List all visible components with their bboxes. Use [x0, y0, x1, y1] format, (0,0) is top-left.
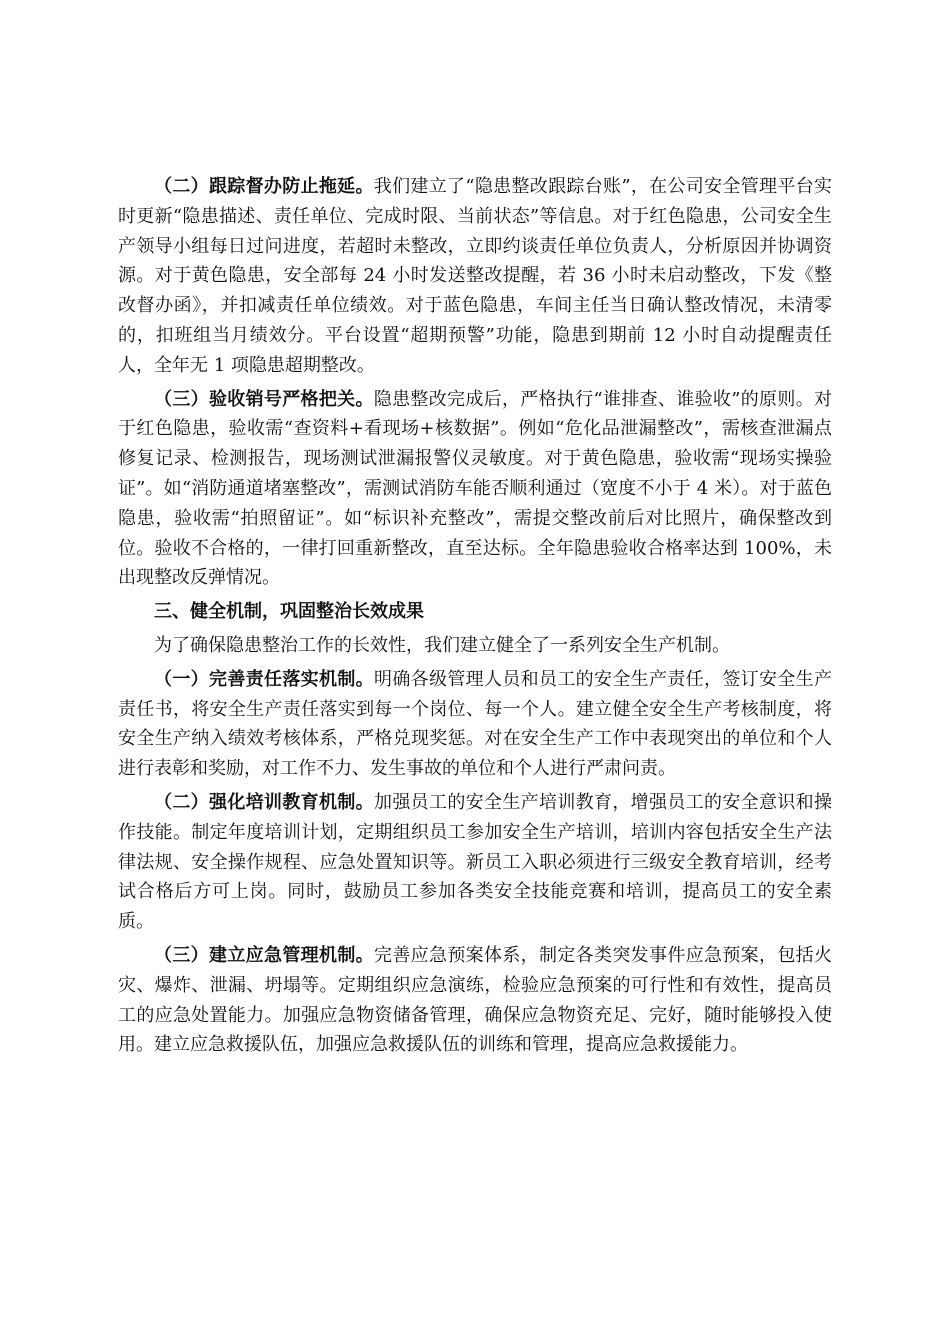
paragraph-responsibility-mechanism: [118, 665, 832, 784]
paragraph-lead: （三）建立应急管理机制。: [154, 944, 374, 966]
document-page: [118, 172, 832, 1064]
paragraph-body: 加强员工的安全生产培训教育，增强员工的安全意识和操作技能。制定年度培训计划，定期组织员工参加安全生产培训，培训内容包括安全生产法律法规、安全操作规程、应急处置知识等。新员工入职必须进行三级安全教育培训，经考试合格后方可上岗。同时，鼓励员工参加各类安全技能竞赛和培训，提高员工的安全素质。: [118, 791, 832, 933]
paragraph-lead: （三）验收销号严格把关。: [154, 388, 374, 410]
paragraph-body: 我们建立了“隐患整改跟踪台账”，在公司安全管理平台实时更新“隐患描述、责任单位、完成时限、当前状态”等信息。对于红色隐患，公司安全生产领导小组每日过问进度，若超时未整改，立即约谈责任单位负责人，分析原因并协调资源。对于黄色隐患，安全部每 24 小时发送整改提醒，若 36 小时未启动整改，下发《整改督办函》，并扣减责任单位绩效。对于蓝色隐患，车间主任当日确认整改情况，未清零的，扣班组当月绩效分。平台设置“超期预警”功能，隐患到期前 12 小时自动提醒责任人，全年无 1 项隐患超期整改。: [118, 176, 833, 376]
paragraph-lead: （二）强化培训教育机制。: [154, 791, 374, 813]
paragraph-body: 明确各级管理人员和员工的安全生产责任，签订安全生产责任书，将安全生产责任落实到每一个岗位、每一个人。建立健全安全生产考核制度，将安全生产纳入绩效考核体系，严格兑现奖惩。对在安全生产工作中表现突出的单位和个人进行表彰和奖励，对工作不力、发生事故的单位和个人进行严肃问责。: [118, 668, 832, 780]
paragraph-tracking-supervision: [118, 172, 832, 381]
paragraph-acceptance-check: [118, 385, 832, 594]
paragraph-emergency-mechanism: [118, 941, 832, 1060]
paragraph-training-mechanism: [118, 788, 832, 937]
paragraph-body: 隐患整改完成后，严格执行“谁排查、谁验收”的原则。对于红色隐患，验收需“查资料+看现场+核数据”。例如“危化品泄漏整改”，需核查泄漏点修复记录、检测报告，现场测试泄漏报警仪灵敏度。对于黄色隐患，验收需“现场实操验证”。如“消防通道堵塞整改”，需测试消防车能否顺利通过（宽度不小于 4 米）。对于蓝色隐患，验收需“拍照留证”。如“标识补充整改”，需提交整改前后对比照片，确保整改到位。验收不合格的，一律打回重新整改，直至达标。全年隐患验收合格率达到 100%，未出现整改反弹情况。: [118, 388, 833, 589]
section-heading: 三、健全机制，巩固整治长效成果: [154, 601, 424, 623]
paragraph-body: 完善应急预案体系，制定各类突发事件应急预案，包括火灾、爆炸、泄漏、坍塌等。定期组织应急演练，检验应急预案的可行性和有效性，提高员工的应急处置能力。加强应急物资储备管理，确保应急物资充足、完好，随时能够投入使用。建立应急救援队伍，加强应急救援队伍的训练和管理，提高应急救援能力。: [118, 944, 832, 1056]
paragraph-lead: （一）完善责任落实机制。: [154, 668, 374, 690]
section-intro: 为了确保隐患整治工作的长效性，我们建立健全了一系列安全生产机制。: [154, 634, 730, 656]
paragraph-lead: （二）跟踪督办防止拖延。: [154, 176, 374, 197]
